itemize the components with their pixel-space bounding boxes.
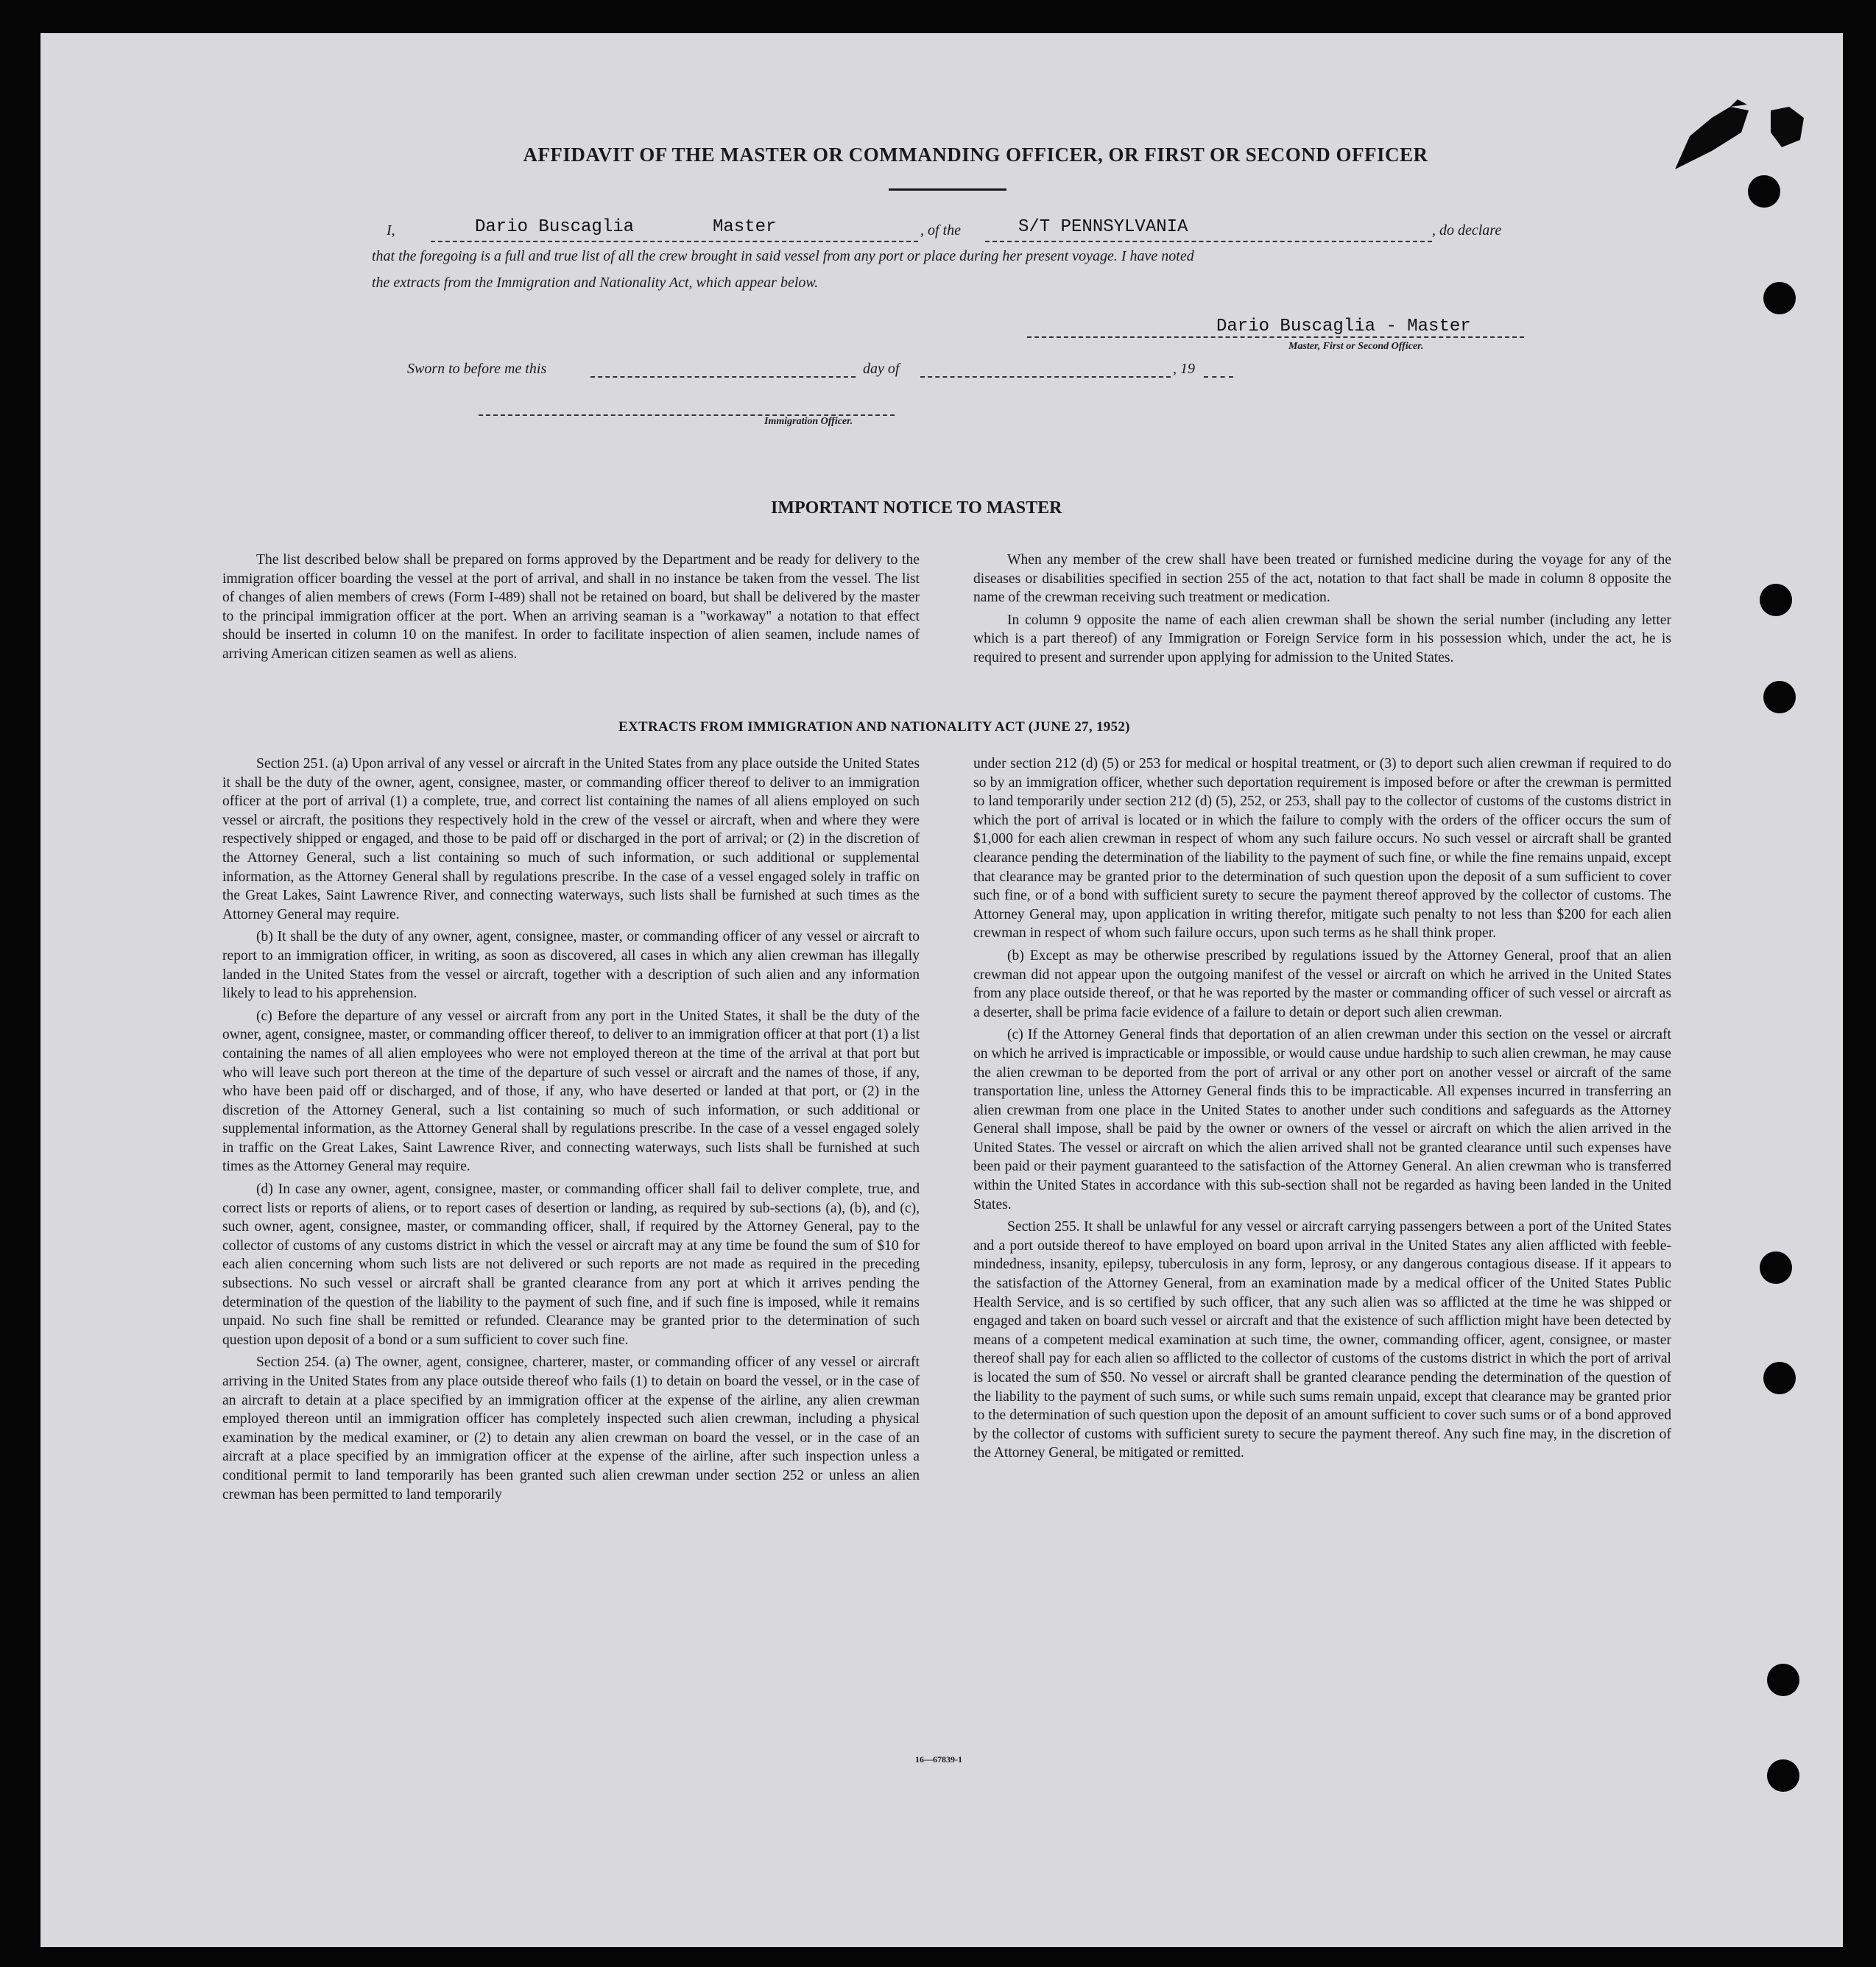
binder-hole [1763, 282, 1796, 314]
document-page [40, 33, 1843, 1947]
binder-hole [1760, 1251, 1792, 1284]
binder-hole [1760, 584, 1792, 616]
binder-hole [1767, 1759, 1799, 1792]
notice-title: IMPORTANT NOTICE TO MASTER [771, 498, 1062, 518]
extracts-right-paragraph: under section 212 (d) (5) or 253 for medical or hospital treatment, or (3) to deport such alien crewman if required to do so by an immigration officer, whether such deportation requirement is imposed before or after the crewman is permitted to land temporarily under section 212 (d) (5), 252, or 253, shall pay to the collector of customs of the customs district in which the port of arrival is located or in which the failure to comply with the orders of the officer occurs the sum of $1,000 for each alien crewman in respect of whom any such failure occurs. No such vessel or aircraft shall be granted clearance pending the determination of the liability to the payment of such fine, or while the fine remains unpaid, except that clearance may be granted prior to the determination of such question upon the deposit of a sum sufficient to cover such fine, or of a bond with sufficient surety to secure the payment thereof approved by the collector of customs. The Attorney General may, upon application in writing therefor, mitigate such penalty to not less than $200 for each alien crewman in respect of whom such failure occurs, upon such terms as he shall think proper. [973, 756, 1671, 942]
extracts-left-paragraph: (c) Before the departure of any vessel or aircraft from any port in the United States, it shall be the duty of the owner, agent, consignee, master, or commanding officer thereof, to deliver to an immigration officer at that port (1) a list containing the names of all alien employees who were not employed thereon at the time of the arrival at that port but who will leave such port thereon at the time of the departure of such vessel or aircraft and the names of those, if any, who have been paid off or discharged, and of those, if any, who have deserted or landed at that port, or (2) in the discretion of the Attorney General, such a list containing so much of such information, or such additional or supplemental information, as the Attorney General shall by regulations prescribe. In the case of a vessel engaged solely in traffic on the Great Lakes, Saint Lawrence River, and connecting waterways, such lists shall be furnished at such times as the Attorney General may require. [222, 1008, 920, 1175]
binder-hole [1763, 681, 1796, 713]
extracts-left-paragraph: (b) It shall be the duty of any owner, agent, consignee, master, or commanding officer of any vessel or aircraft to report to an immigration officer, in writing, as soon as discovered, all cases in which any alien crewman has illegally landed in the United States from the vessel or aircraft, together with a description of such alien and any information likely to lead to his apprehension. [222, 929, 920, 1002]
title-underline [889, 188, 1006, 191]
officer-caption: Immigration Officer. [764, 416, 853, 427]
extracts-left-paragraph: (d) In case any owner, agent, consignee, master, or commanding officer shall fail to deliver complete, true, and correct lists or reports of aliens, or to report cases of desertion or landing, as required by sub-sections (a), (b), and (c), such owner, agent, consignee, master, or commanding officer, shall, if required by the Attorney General, pay to the collector of customs of any customs district in which the vessel or aircraft may at any time be found the sum of $10 for each alien concerning whom such lists are not delivered or such reports are not made as required in the preceding subsections. No such vessel or aircraft shall be granted clearance from any port at which it arrives pending the determination of the question of the liability to the payment of such fine, and if such fine is imposed, while it remains unpaid. No such fine shall be remitted or refunded. Clearance may be granted prior to the determination of such question upon deposit of a bond or a sum sufficient to cover such fine. [222, 1182, 920, 1348]
affidavit-statement-line1: that the foregoing is a full and true list of all the crew brought in said vessel from any port or place during her present voyage. I have noted [372, 248, 1194, 264]
notice-left-column [222, 551, 920, 668]
name-line [431, 241, 918, 242]
extracts-right-paragraph: (b) Except as may be otherwise prescribed by regulations issued by the Attorney General, proof that an alien crewman did not appear upon the outgoing manifest of the vessel or aircraft on which he arrived in the United States from any place outside thereof, or that he was reported by the master or commanding officer of such vessel or aircraft as a deserter, shall be prima facie evidence of a failure to detain or deport such alien crewman. [973, 947, 1671, 1020]
notice-right-paragraph: In column 9 opposite the name of each alien crewman shall be shown the serial number (including any letter which is a part thereof) of any Immigration or Foreign Service form in his possession which, under the act, he is required to present and surrender upon applying for admission to the United States. [973, 612, 1671, 665]
print-code: 16—67839-1 [915, 1754, 962, 1765]
master-rank: Master [713, 217, 777, 237]
extracts-title: EXTRACTS FROM IMMIGRATION AND NATIONALITY ACT (JUNE 27, 1952) [618, 719, 1130, 735]
extracts-right-paragraph: Section 255. It shall be unlawful for any vessel or aircraft carrying passengers between a port of the United States and a port outside thereof to have employed on board upon arrival in the United States any alien afflicted with feeble-mindedness, insanity, epilepsy, tuberculosis in any form, leprosy, or any dangerous contagious disease. If it appears to the satisfaction of the Attorney General, from an examination made by a medical officer of the United States Public Health Service, and is so certified by such officer, that any such alien was so afflicted at the time he was shipped or engaged and taken on board such vessel or aircraft and that the existence of such affliction might have been detected by means of a competent medical examination at such time, the owner, commanding officer, agent, consignee, or master thereof shall pay for each alien so afflicted to the collector of customs of the customs district in which the port of arrival is located the sum of $50. No vessel or aircraft shall be granted clearance pending the determination of the question of the liability to the payment of such sums, or while such sums remain unpaid, except that clearance may be granted prior to the determination of such question upon the deposit of an amount sufficient to cover such sums or of a bond approved by the collector of customs with sufficient surety to secure the payment thereof. Any such fine may, in the discretion of the Attorney General, be mitigated or remitted. [973, 1219, 1671, 1461]
signature-line [1027, 336, 1524, 338]
binder-hole [1767, 1664, 1799, 1696]
of-the-label: , of the [920, 222, 961, 239]
year-label: , 19 [1173, 361, 1195, 377]
extracts-left-paragraph: Section 251. (a) Upon arrival of any vessel or aircraft in the United States from any place outside the United States it shall be the duty of the owner, agent, consignee, master, or commanding officer thereof to deliver to an immigration officer at the port of arrival (1) a complete, true, and correct list containing the names of all aliens employed on such vessel or aircraft, the positions they respectively hold in the crew of the vessel or aircraft, when and where they were respectively shipped or engaged, and those to be paid off or discharged in the port of arrival; or (2) in the discretion of the Attorney General, such a list containing so much of such information, or such additional or supplemental information, as the Attorney General shall by regulations prescribe. In the case of a vessel engaged solely in traffic on the Great Lakes, Saint Lawrence River, and connecting waterways, such lists shall be furnished at such times as the Attorney General may require. [222, 756, 920, 922]
signature: Dario Buscaglia - Master [1216, 317, 1471, 336]
i-label: I, [387, 222, 395, 239]
binder-hole [1763, 1362, 1796, 1394]
sworn-year-line [1204, 376, 1233, 378]
day-of-label: day of [863, 361, 900, 377]
notice-right-column [973, 551, 1671, 671]
vessel-name: S/T PENNSYLVANIA [1018, 217, 1188, 237]
extracts-right-paragraph: (c) If the Attorney General finds that deportation of an alien crewman under this section on the vessel or aircraft on which he arrived is impracticable or impossible, or would cause undue hardship to such alien crewman, he may cause the alien crewman to be deported from the port of arrival or any other port on another vessel or aircraft of the same transportation line, unless the Attorney General finds this to be impracticable. All expenses incurred in transferring an alien crewman from one place in the United States to another under such conditions and safeguards as the Attorney General shall impose, shall be paid by the owner or owners of the vessel or aircraft on which the alien arrived in the United States. The vessel or aircraft on which the alien arrived shall not be granted clearance until such expenses have been paid or their payment guaranteed to the satisfaction of the Attorney General. An alien crewman who is transferred within the United States in accordance with this sub-section shall not be regarded as having been landed in the United States. [973, 1027, 1671, 1212]
signature-caption: Master, First or Second Officer. [1288, 341, 1424, 352]
notice-right-paragraph: When any member of the crew shall have been treated or furnished medicine during the voyage for any of the diseases or disabilities specified in section 255 of the act, notation to that fact shall be made in column 8 opposite the name of the crewman receiving such treatment or medication. [973, 552, 1671, 606]
binder-hole [1748, 175, 1780, 208]
master-name: Dario Buscaglia [475, 217, 635, 237]
affidavit-title: AFFIDAVIT OF THE MASTER OR COMMANDING OFFICER, OR FIRST OR SECOND OFFICER [523, 144, 1428, 166]
affidavit-statement-line2: the extracts from the Immigration and Nationality Act, which appear below. [372, 275, 819, 291]
vessel-line [985, 241, 1432, 242]
sworn-day-line [590, 376, 856, 378]
extracts-right-column [973, 755, 1671, 1466]
torn-corner-blot [1660, 66, 1830, 177]
notice-left-paragraph: The list described below shall be prepared on forms approved by the Department and be ready for delivery to the immigration officer boarding the vessel at the port of arrival, and shall in no instance be taken from the vessel. The list of changes of alien members of crews (Form I-489) shall not be retained on board, but shall be delivered by the master to the principal immigration officer at the port. When an arriving seaman is a "workaway" a notation to that effect should be inserted in column 10 on the manifest. In order to facilitate inspection of alien seamen, include names of arriving American citizen seamen as well as aliens. [222, 552, 920, 662]
sworn-month-line [920, 376, 1171, 378]
extracts-left-column [222, 755, 920, 1508]
extracts-left-paragraph: Section 254. (a) The owner, agent, consignee, charterer, master, or commanding officer of any vessel or aircraft arriving in the United States from any place outside thereof who fails (1) to detain on board the vessel, or in the case of an aircraft to detain at a place specified by an immigration officer at the expense of the airline, any alien crewman employed thereon until an immigration officer has completely inspected such alien crewman, including a physical examination by the medical examiner, or (2) to detain any alien crewman on board the vessel, or in the case of an aircraft at a place specified by an immigration officer at the expense of the airline, after such inspection unless a conditional permit to land temporarily has been granted such alien crewman under section 252 or unless an alien crewman has been permitted to land temporarily [222, 1355, 920, 1502]
do-declare-label: , do declare [1432, 222, 1502, 239]
sworn-label: Sworn to before me this [407, 361, 547, 377]
